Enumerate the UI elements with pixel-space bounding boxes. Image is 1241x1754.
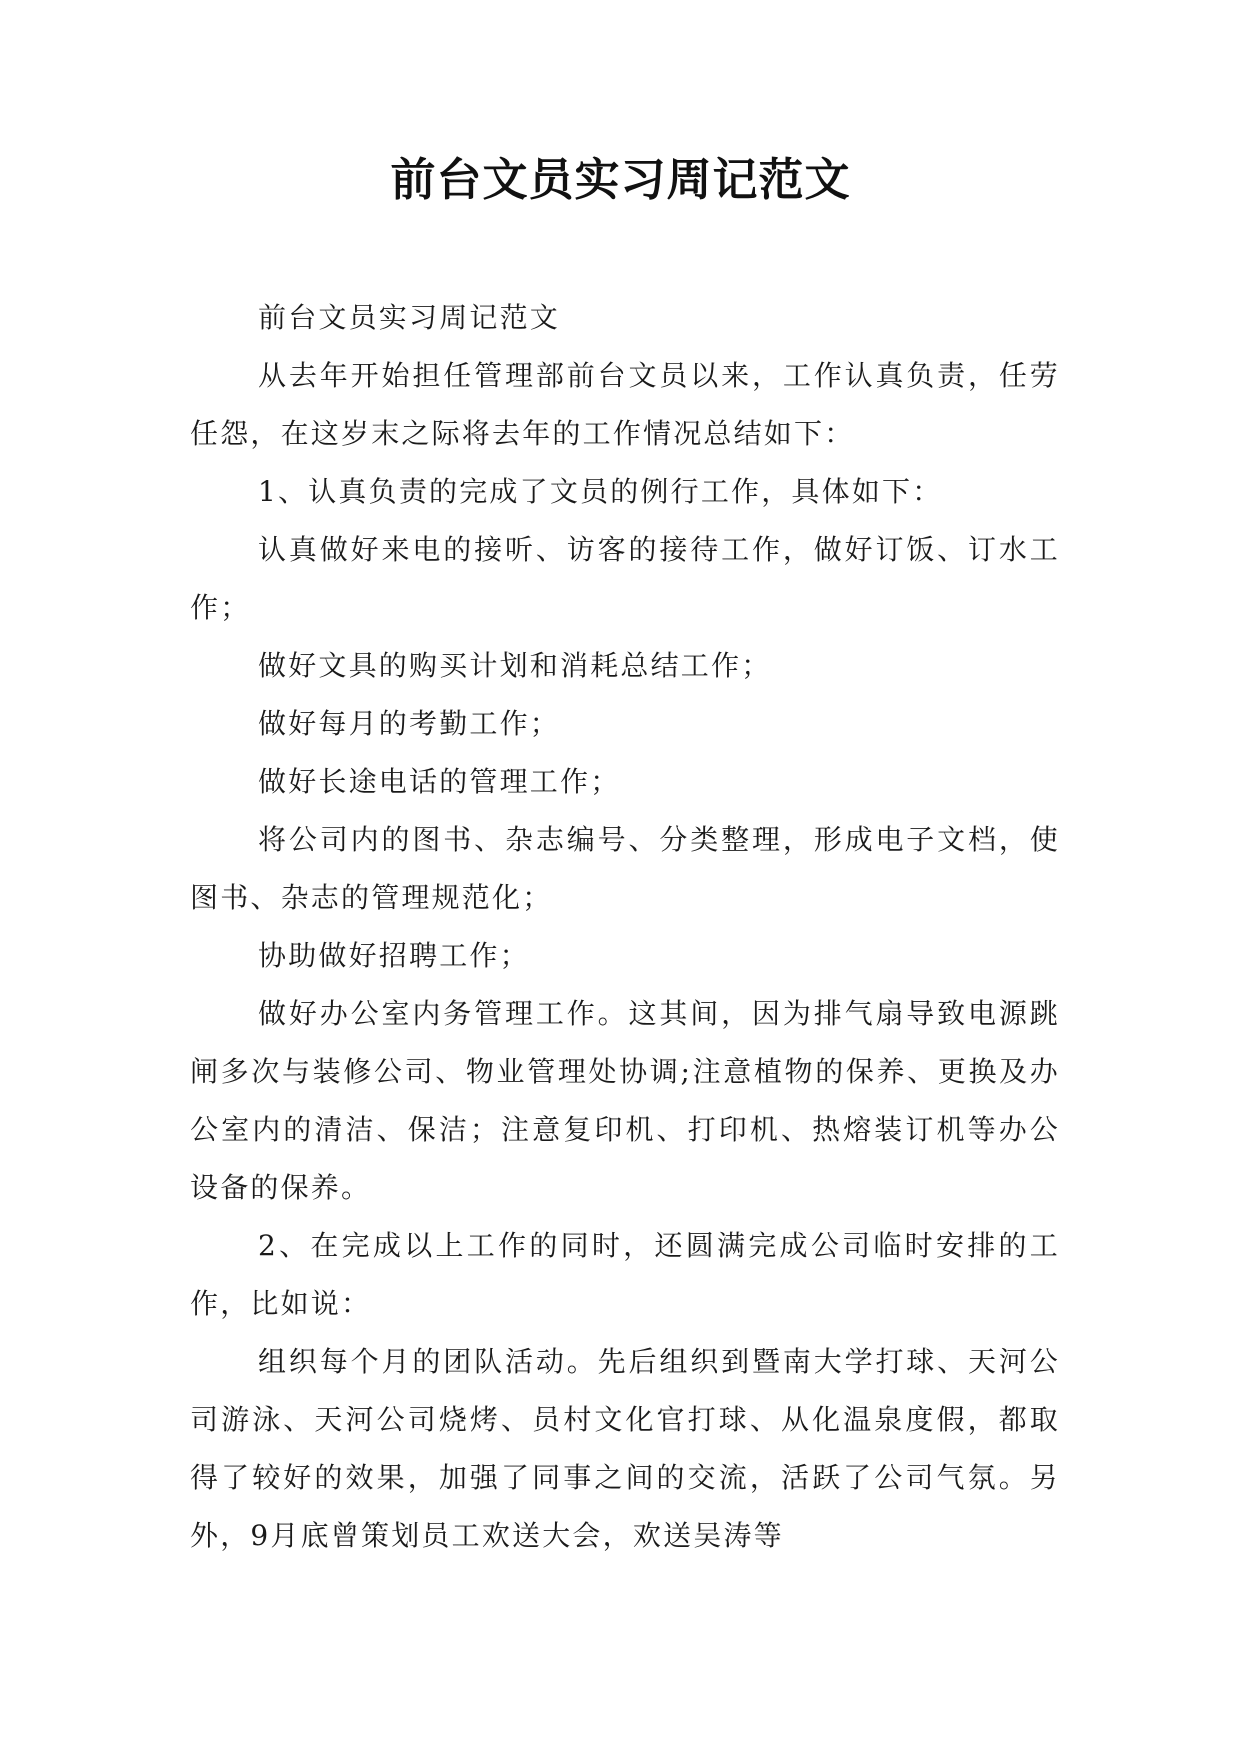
paragraph-item: 做好长途电话的管理工作； <box>258 765 621 798</box>
paragraph-item: 组织每个月的团队活动。先后组织到暨南大学打球、天河公司游泳、天河公司烧烤、员村文化官打球、从化温泉度假，都取得了较好的效果，加强了同事之间的交流，活跃了公司气氛。另外，9月底曾策划员工欢送大会，欢送吴涛等 <box>190 1345 1060 1552</box>
paragraph-item: 认真做好来电的接听、访客的接待工作，做好订饭、订水工作； <box>190 533 1060 624</box>
paragraph-heading: 前台文员实习周记范文 <box>258 301 561 334</box>
paragraph-section-1: 1、认真负责的完成了文员的例行工作，具体如下： <box>258 475 943 508</box>
paragraph-item: 做好每月的考勤工作； <box>258 707 561 740</box>
document-title: 前台文员实习周记范文 <box>390 153 851 206</box>
paragraph-item: 协助做好招聘工作； <box>258 939 530 972</box>
paragraph-item: 做好文具的购买计划和消耗总结工作； <box>258 649 772 682</box>
document-body <box>190 289 1060 1565</box>
paragraph-item: 将公司内的图书、杂志编号、分类整理，形成电子文档，使图书、杂志的管理规范化； <box>190 823 1060 914</box>
paragraph-intro: 从去年开始担任管理部前台文员以来，工作认真负责，任劳任怨，在这岁末之际将去年的工作情况总结如下： <box>190 359 1060 450</box>
paragraph-section-2: 2、在完成以上工作的同时，还圆满完成公司临时安排的工作，比如说： <box>190 1229 1060 1320</box>
paragraph-item: 做好办公室内务管理工作。这其间，因为排气扇导致电源跳闸多次与装修公司、物业管理处协调;注意植物的保养、更换及办公室内的清洁、保洁；注意复印机、打印机、热熔装订机等办公设备的保养。 <box>190 997 1060 1204</box>
